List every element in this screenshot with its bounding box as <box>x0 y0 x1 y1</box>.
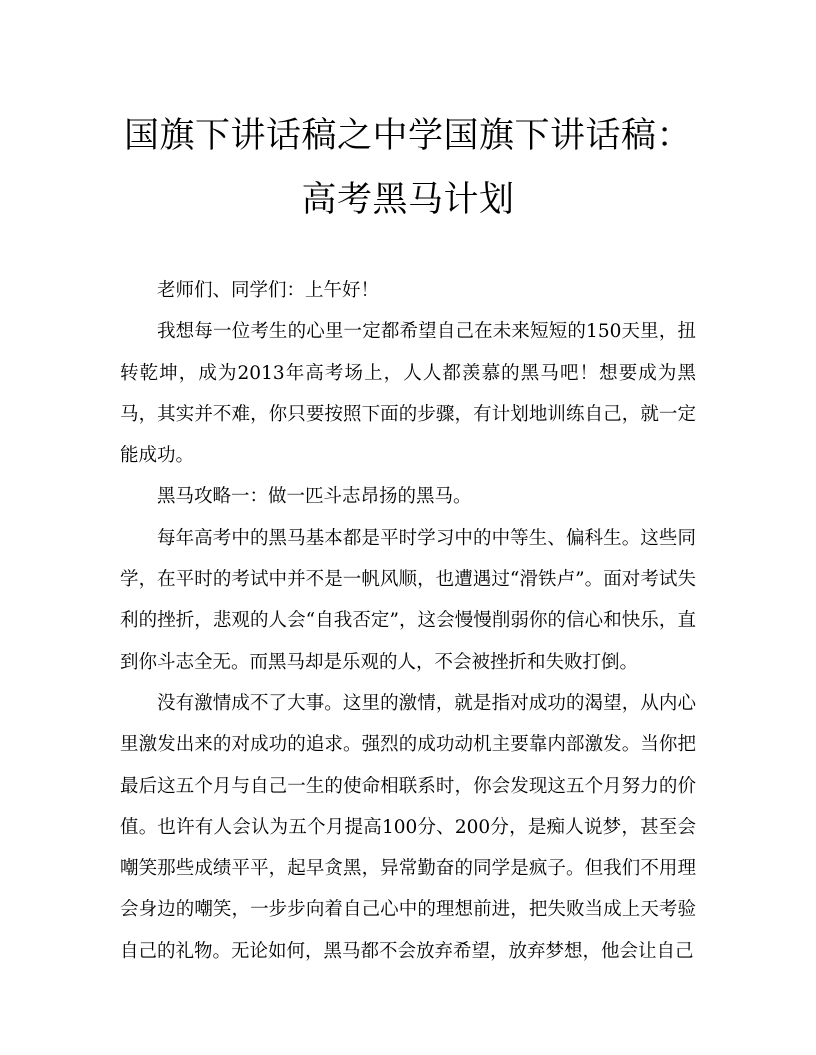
document-title: 国旗下讲话稿之中学国旗下讲话稿：高考黑马计划 <box>123 116 692 220</box>
body-paragraph: 每年高考中的黑马基本都是平时学习中的中等生、偏科生。这些同学，在平时的考试中并不是一帆风顺，也遭遇过“滑铁卢”。面对考试失利的挫折，悲观的人会“自我否定”，这会慢慢削弱你的信心和快乐，直到你斗志全无。而黑马却是乐观的人，不会被挫折和失败打倒。 <box>120 527 696 673</box>
section-heading-paragraph: 黑马攻略一：做一匹斗志昂扬的黑马。 <box>157 486 472 508</box>
greeting-paragraph: 老师们、同学们：上午好！ <box>157 280 380 301</box>
body-paragraph: 我想每一位考生的心里一定都希望自己在未来短短的150天里，扭转乾坤，成为2013年高考场上，人人都羡慕的黑马吧！想要成为黑马，其实并不难，你只要按照下面的步骤，有计划地训练自己，就一定能成功。 <box>120 321 696 467</box>
body-paragraph: 没有激情成不了大事。这里的激情，就是指对成功的渴望，从内心里激发出来的对成功的追求。强烈的成功动机主要靠内部激发。当你把最后这五个月与自己一生的使命相联系时，你会发现这五个月努力的价值。也许有人会认为五个月提高100分、200分，是痴人说梦，甚至会嘲笑那些成绩平平，起早贪黑，异常勤奋的同学是疯子。但我们不用理会身边的嘲笑，一步步向着自己心中的理想前进，把失败当成上天考验自己的礼物。无论如何，黑马都不会放弃希望，放弃梦想，他会让自己 <box>120 692 696 962</box>
document-body <box>120 270 696 972</box>
